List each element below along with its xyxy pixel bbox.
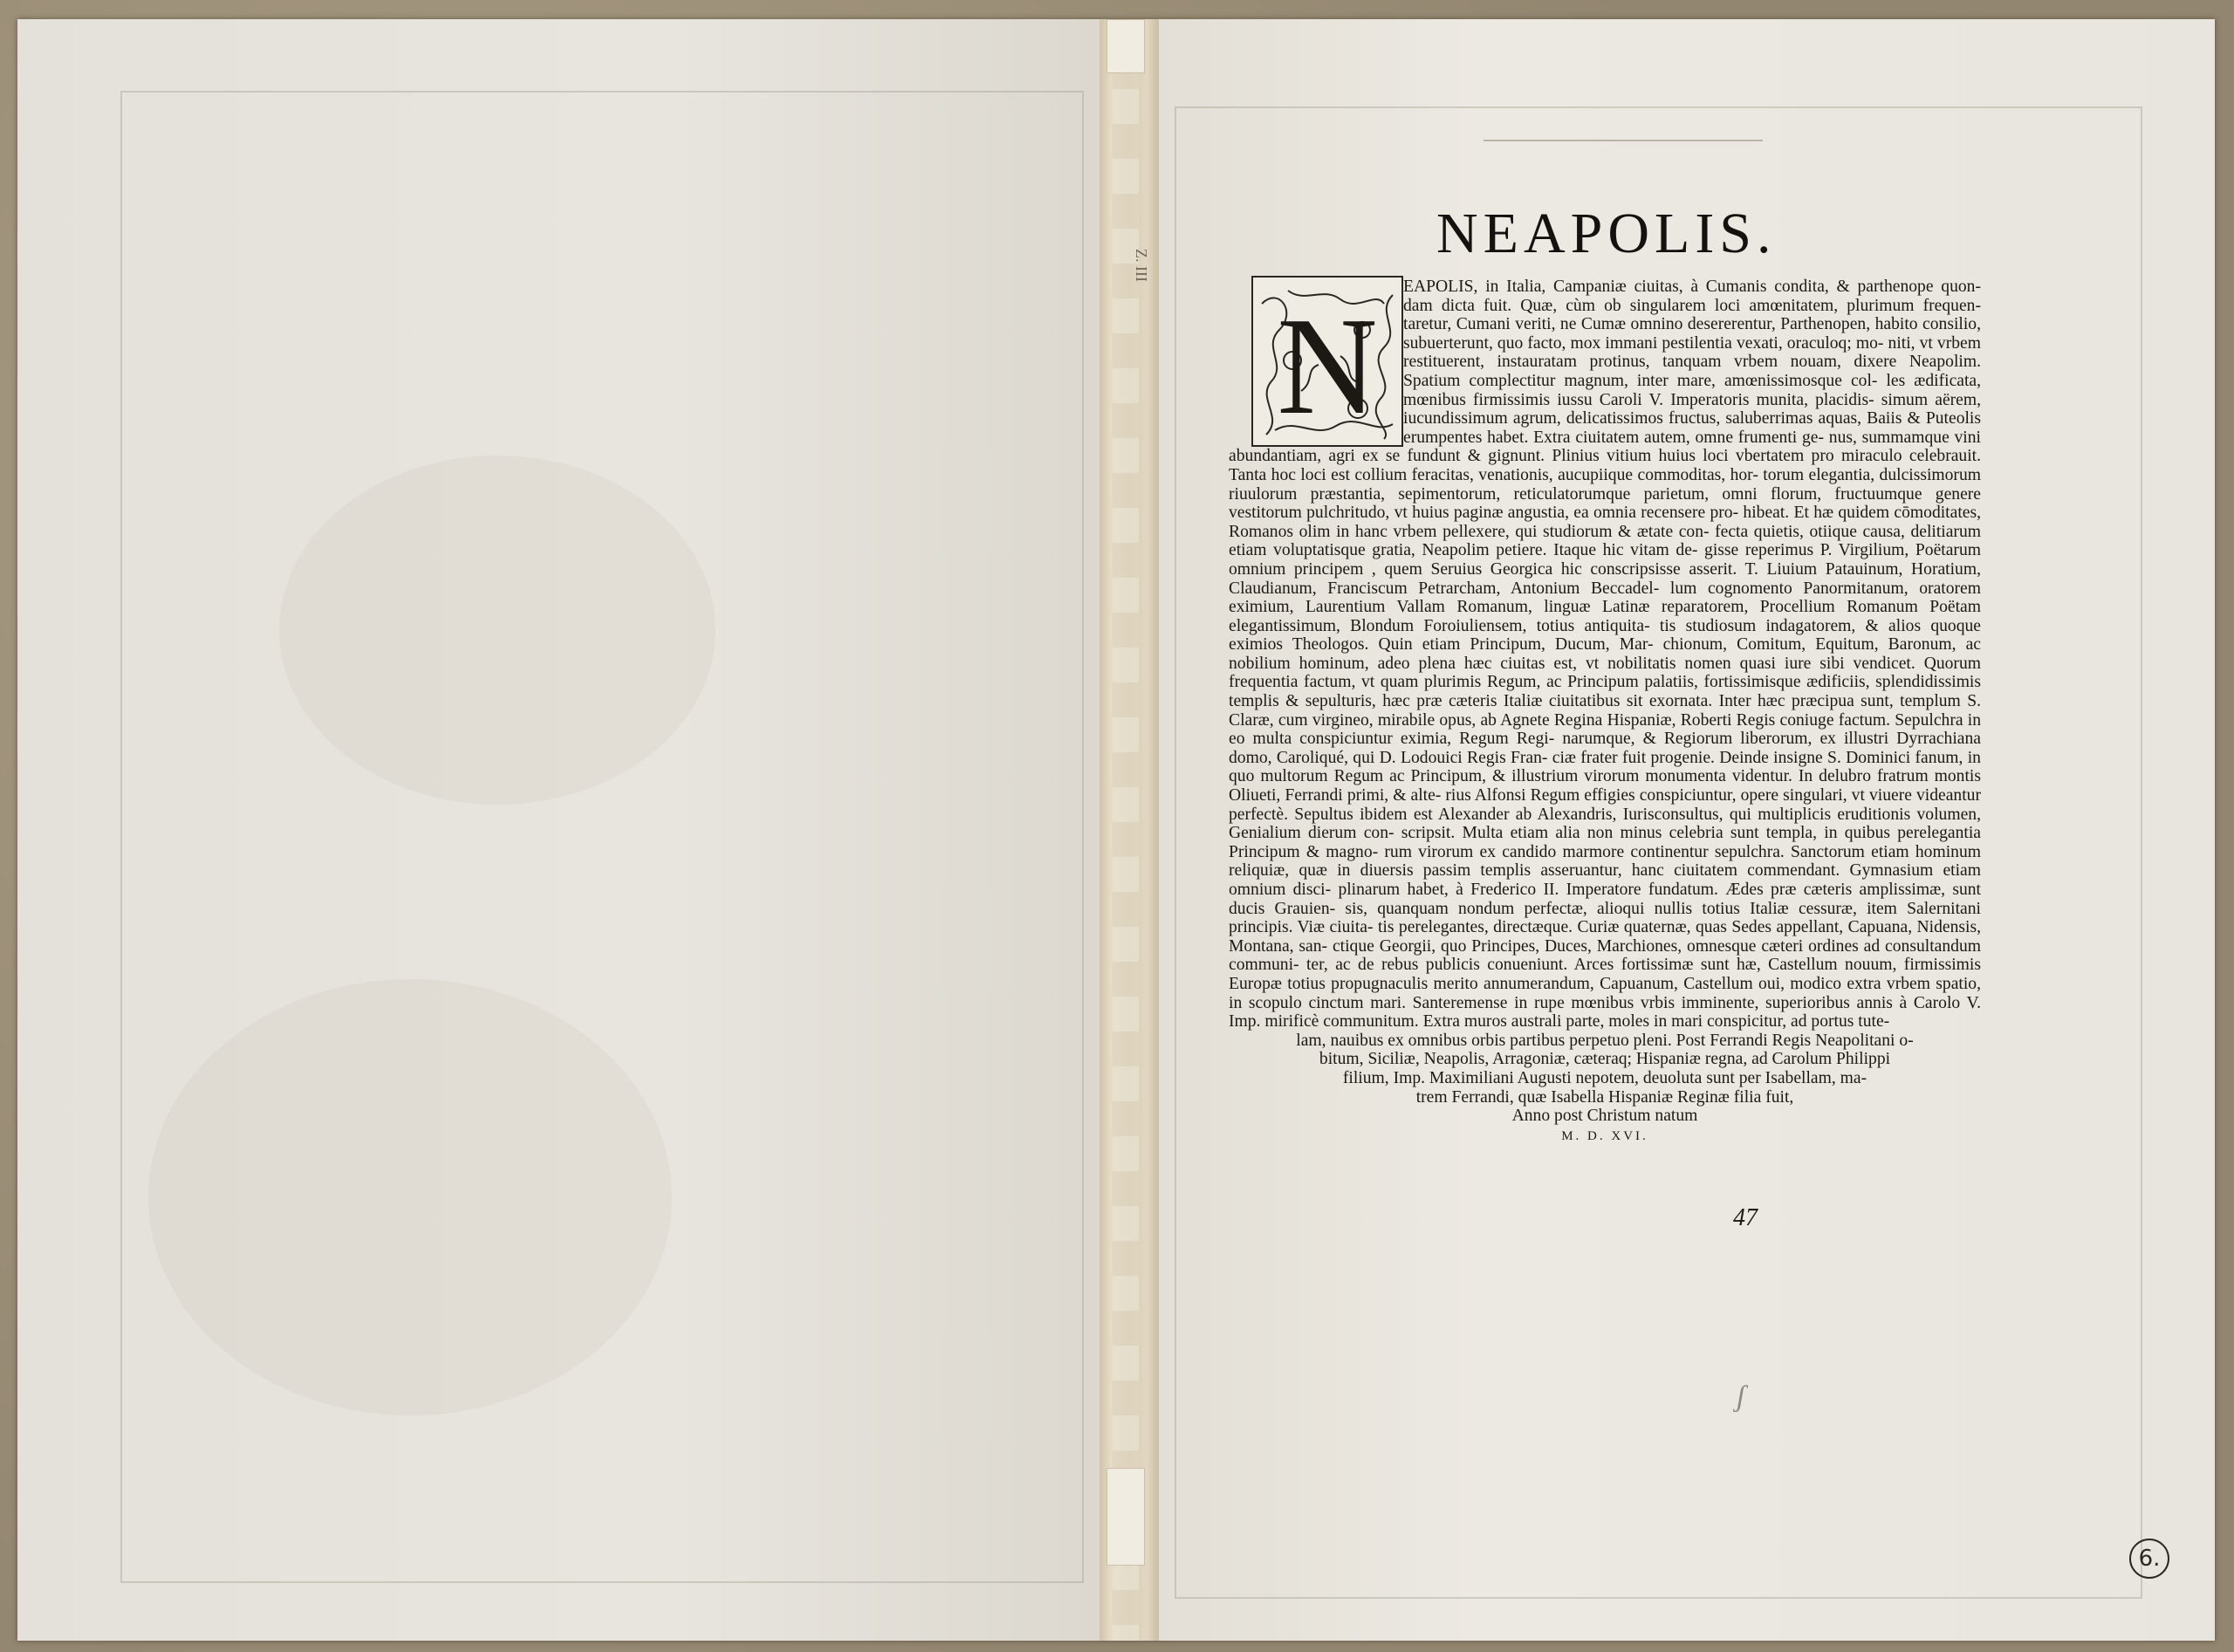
text-line: ciæ frater fuit progenie. Deinde insigne S. Dominici fanum, in quo multorum Regum ac Principum, & bbox=[1229, 748, 1981, 786]
text-line: gisse reperimus P. Virgilium, Poëtarum omnium principem , quem Seruius Georgica hic conscripsisse bbox=[1229, 541, 1981, 579]
text-line: chionum, Comitum, Equitum, Baronum, ac nobilium hominum, adeo plena hæc ciuitas est, vt nobilitatis bbox=[1229, 635, 1981, 673]
text-line: exornata. Inter hæc præcipua sunt, templum S. Claræ, cum virgineo, mirabile opus, ab Agnete Regina bbox=[1229, 692, 1981, 730]
text-line: torum elegantia, dulcissimorum riuulorum præstantia, sepimentorum, reticulatorumque parietum, omni bbox=[1229, 465, 1981, 504]
text-line: nomen quasi iure sibi vendicet. Quorum frequentia factum, vt quam plurimis Regum, ac Principum bbox=[1229, 654, 1981, 692]
text-line: totius propugnaculis merito annumerandum, Capuanum, Castellum oui, modico extra vrbem spatio, in bbox=[1229, 974, 1981, 1012]
text-line: rum virorum ex candido marmore continentur sepulchra. Sanctorum etiam hominum reliquiæ, quæ bbox=[1229, 842, 1981, 881]
text-line: les ædificata, mœnibus firmissimis iussu Caroli V. Imperatoris munita, placidis- bbox=[1403, 371, 1981, 409]
page-number: 47 bbox=[1733, 1204, 1758, 1231]
text-line: palatiis, fortissimisque ædificiis, splendidissimis templis & sepulturis, hæc præ cæteris Italiæ ciuitatibus sit bbox=[1229, 673, 1982, 711]
text-line: EAPOLIS, in Italia, Campaniæ ciuitas, à Cumanis condita, & parthenope quon- bbox=[1403, 278, 1981, 296]
pencil-note: ʃ bbox=[1737, 1381, 1745, 1413]
text-line: scopulo cinctum mari. Santeremense in rupe mœnibus vrbis imminente, superioribus annis à Carolo V. bbox=[1248, 993, 1981, 1012]
text-line: rius Alfonsi Regum effigies conspiciuntur, opere singulari, vt viuere videantur perfectè. Sepultus ibidem bbox=[1229, 786, 1981, 824]
text-line: consilio, subuerterunt, quo facto, mox immani pestilentia vexati, oraculoq; mo- bbox=[1403, 315, 1981, 353]
text-line: Baiis & Puteolis erumpentes habet. Extra ciuitatem autem, omne frumenti ge- bbox=[1403, 409, 1982, 447]
text-line: ter, ac de rebus publicis conueniunt. Arces fortissimæ sunt hæ, Castellum nouum, firmissimis Europæ bbox=[1229, 956, 1981, 993]
text-line: florum, fructuumque genere vestitorum pulchritudo, vt huius paginæ angustia, ea omnia recensere pro- bbox=[1229, 484, 1981, 523]
circled-number: 6. bbox=[2129, 1539, 2169, 1579]
page-title: NEAPOLIS. bbox=[1436, 202, 1777, 265]
text-line: narumque, & Regiorum liberorum, ex illustri Dyrrachiana domo, Caroliqué, qui D. Lodouici Regis Fran- bbox=[1229, 730, 1981, 767]
text-line: fecta quietis, otiique causa, delitiarum etiam voluptatisque gratia, Neapolim petiere. Itaque hic vitam de- bbox=[1229, 522, 1981, 560]
text-line: nus, summamque vini abundantiam, agri ex se fundunt & gignunt. Plinius vitium huius loci vbertatem bbox=[1229, 428, 1981, 466]
text-line: tis perelegantes, directæque. Curiæ quaternæ, quas Sedes appellant, Capuana, Nidensis, Montana, san- bbox=[1229, 918, 1982, 956]
text-line: asserit. T. Liuium Patauinum, Horatium, Claudianum, Franciscum Petrarcham, Antonium Beccadel- bbox=[1229, 559, 1981, 598]
text-line: hibeat. Et hæ quidem cōmoditates, Romanos olim in hanc vrbem pellexere, qui studiorum & ætate con- bbox=[1229, 504, 1981, 541]
descriptive-text bbox=[1229, 278, 1981, 1146]
tail-line: filium, Imp. Maximiliani Augusti nepotem, deuoluta sunt per Isabellam, ma- bbox=[1342, 1068, 1867, 1087]
text-line: in diuersis passim templis asseruantur, hanc ciuitatem commendant. Gymnasium etiam omnium disci- bbox=[1229, 861, 1981, 899]
text-line: plinarum habet, à Frederico II. Imperatore fundatum. Ædes præ cæteris amplissimæ, sunt ducis Grauien- bbox=[1229, 881, 1981, 918]
text-line: ctique Georgii, quo Principes, Duces, Marchiones, omnesque cæteri ordines ad consultandum communi- bbox=[1229, 936, 1981, 975]
tail-line: trem Ferrandi, quæ Isabella Hispaniæ Reginæ filia fuit, bbox=[1415, 1087, 1794, 1107]
blank-verso-page bbox=[17, 19, 1100, 1641]
paper-stain bbox=[279, 456, 716, 805]
initial-letter: N bbox=[1277, 288, 1378, 443]
text-line: taretur, Cumani veriti, ne Cumæ omnino desererentur, Parthenopen, habito bbox=[1403, 315, 1918, 334]
text-line: pro miraculo celebrauit. Tanta hoc loci est collium feracitas, venationis, aucupiique commoditas, hor- bbox=[1229, 447, 1982, 484]
paper-hinge-bottom bbox=[1107, 1468, 1145, 1566]
gutter-note: Z. III bbox=[1133, 249, 1150, 282]
text-line: dam dicta fuit. Quæ, cùm ob singularem loci amœnitatem, plurimum frequen- bbox=[1403, 296, 1981, 315]
text-line: Imp. mirificè communitum. Extra muros australi parte, moles in mari conspicitur, ad portus tute- bbox=[1229, 1012, 1890, 1032]
paper-hinge-top bbox=[1107, 19, 1145, 73]
text-line: Neapolim. Spatium complectitur magnum, inter mare, amœnissimosque col- bbox=[1403, 353, 1981, 390]
text-line: simum aërem, iucundissimum agrum, delicatissimos fructus, saluberrimas aquas, bbox=[1403, 390, 1981, 428]
header-rule bbox=[1484, 140, 1763, 141]
text-line: sis, quanquam nondum perfectæ, alioqui nullis totius Italiæ cessuræ, item Salernitani principis. Viæ ciuita- bbox=[1229, 899, 1981, 937]
text-line: reparatorem, Procellium Romanum Poëtam elegantissimum, Blondum Foroiuliensem, totius antiquita- bbox=[1229, 598, 1981, 635]
tail-line: Anno post Christum natum bbox=[1511, 1107, 1698, 1126]
initial-space bbox=[1229, 278, 1403, 445]
text-line: lum cognomento Panormitanum, oratorem eximium, Laurentium Vallam Romanum, linguæ Latinæ bbox=[1229, 579, 1981, 617]
tail-line: lam, nauibus ex omnibus orbis partibus perpetuo pleni. Post Ferrandi Regis Neapolitani o- bbox=[1296, 1031, 1914, 1050]
text-line: niti, vt vrbem restituerent, instauratam protinus, tanquam vrbem nouam, dixere bbox=[1403, 333, 1981, 372]
paper-stain bbox=[148, 979, 672, 1416]
tail-line: bitum, Siciliæ, Neapolis, Arragoniæ, cæteraq; Hispaniæ regna, ad Carolum Philippi bbox=[1319, 1050, 1891, 1069]
text-line: est Alexander ab Alexandris, Iurisconsultus, qui multiplicis eruditionis volumen, Genialium dierum con- bbox=[1229, 805, 1981, 843]
year-line: M. D. XVI. bbox=[1561, 1128, 1648, 1143]
text-line: tis studiosum indagatorem, & alios quoque eximios Theologos. Quin etiam Principum, Ducum, Mar- bbox=[1229, 616, 1982, 655]
text-line: Hispaniæ, Roberti Regis coniuge factum. Sepulchra in eo multa conspiciuntur eximia, Regum Regi- bbox=[1229, 710, 1982, 749]
text-line: illustrium virorum monumenta videntur. In delubro fratrum montis Oliueti, Ferrandi primi, & alte- bbox=[1229, 767, 1981, 805]
text-line: scripsit. Multa etiam alia non minus celebria sunt templa, in quibus perelegantia Principum & magno- bbox=[1229, 824, 1981, 861]
